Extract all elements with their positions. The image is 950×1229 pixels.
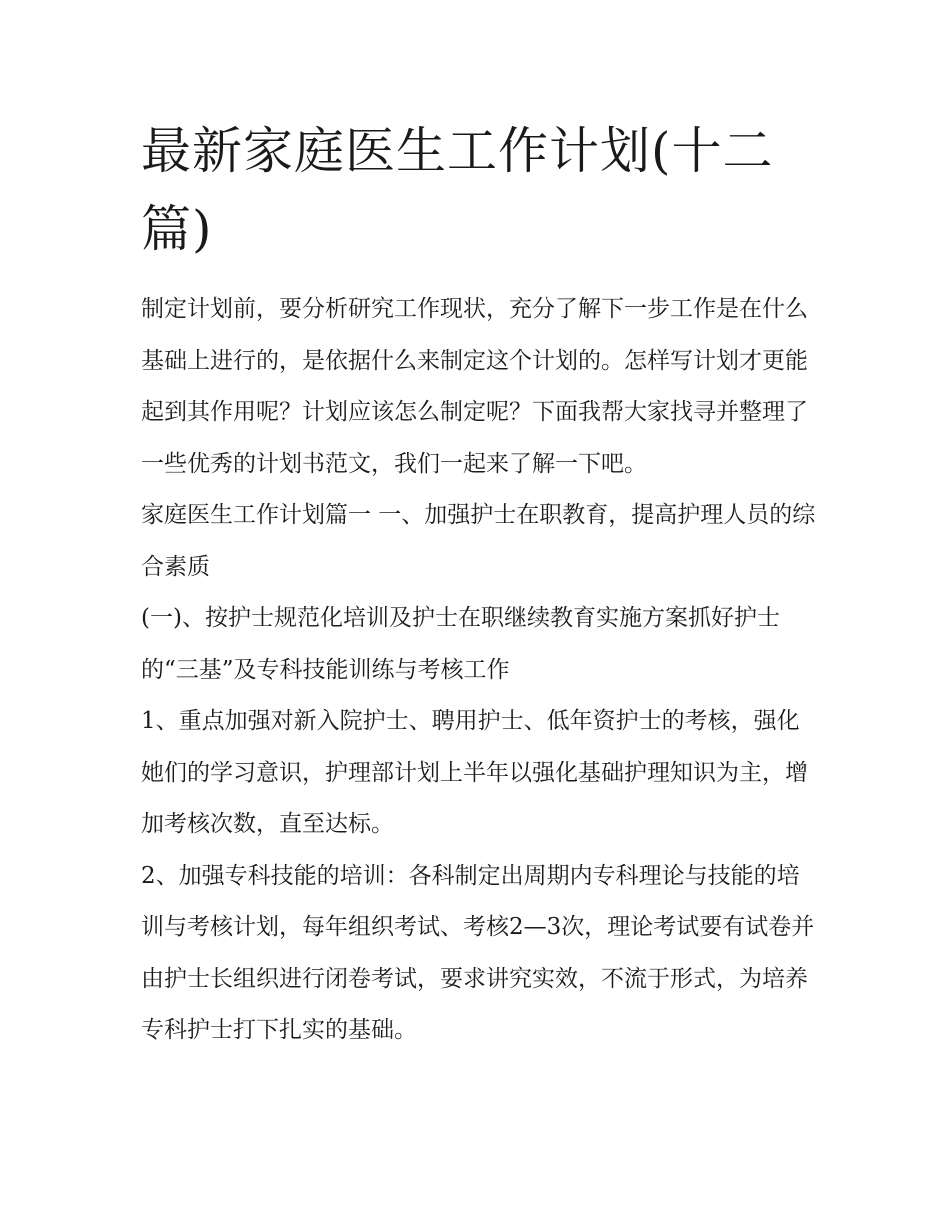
subsection-heading: (一)、按护士规范化培训及护士在职继续教育实施方案抓好护士的“三基”及专科技能训练与考核工作 [141, 605, 780, 683]
list-item: 1、重点加强对新入院护士、聘用护士、低年资护士的考核，强化她们的学习意识，护理部计划上半年以强化基础护理知识为主，增加考核次数，直至达标。 [141, 708, 808, 837]
document-title: 最新家庭医生工作计划(十二篇) [141, 122, 774, 258]
list-item: 2、加强专科技能的培训：各科制定出周期内专科理论与技能的培训与考核计划，每年组织考试、考核2—3次，理论考试要有试卷并由护士长组织进行闭卷考试，要求讲究实效，不流于形式，为培养专科护士打下扎实的基础。 [141, 862, 815, 1043]
document-page [141, 112, 821, 1057]
intro-paragraph: 制定计划前，要分析研究工作现状，充分了解下一步工作是在什么基础上进行的，是依据什么来制定这个计划的。怎样写计划才更能起到其作用呢？计划应该怎么制定呢？下面我帮大家找寻并整理了一些优秀的计划书范文，我们一起来了解一下吧。 [141, 296, 808, 477]
section-heading: 家庭医生工作计划篇一 一、加强护士在职教育，提高护理人员的综合素质 [141, 502, 816, 580]
